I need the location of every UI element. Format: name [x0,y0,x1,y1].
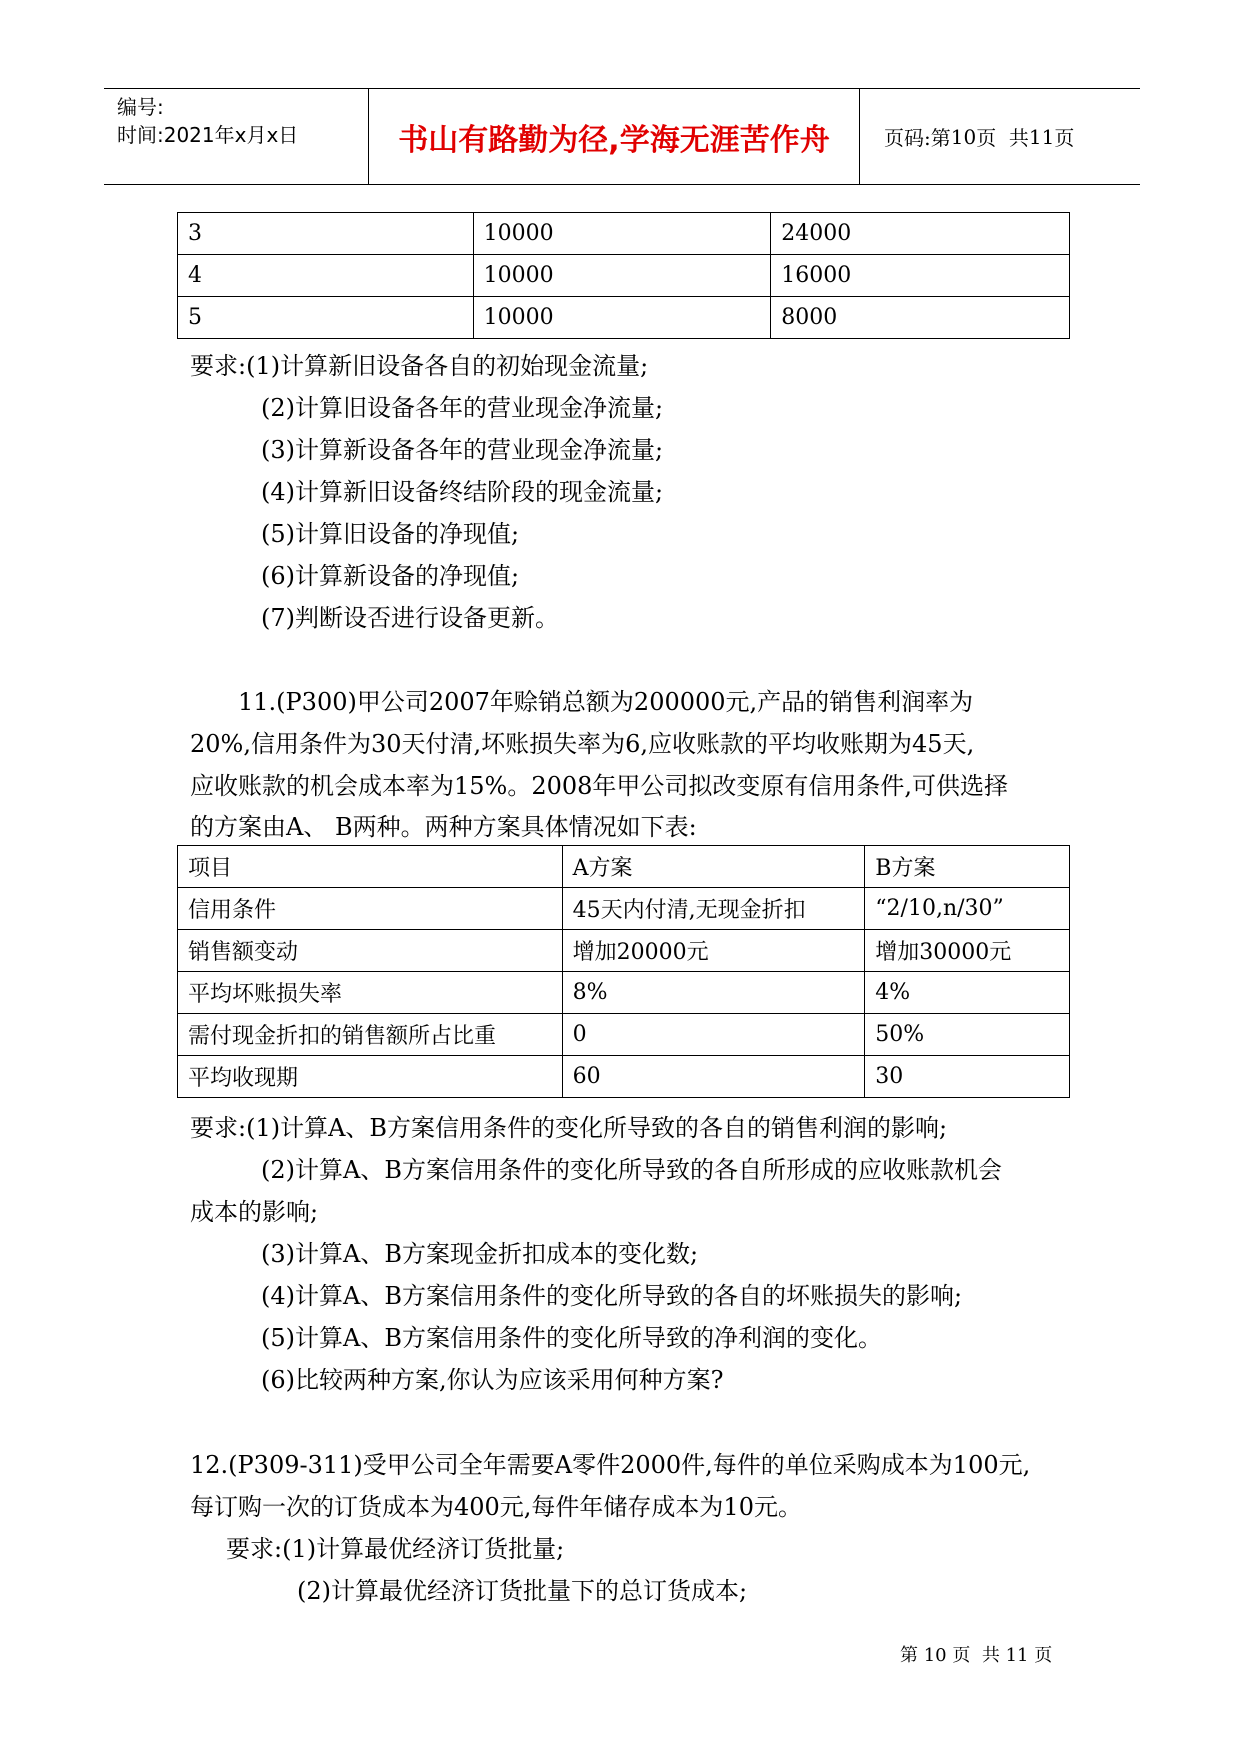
table-cell: 10000 [473,255,771,297]
table-cell: 30 [865,1056,1070,1098]
header-meta [117,93,357,149]
table-cell: 信用条件 [178,888,563,930]
question-12-text: 12.(P309-311)受甲公司全年需要A零件2000件,每件的单位采购成本为100元, [190,1451,1031,1479]
table-cell: 平均坏账损失率 [178,972,563,1014]
footer-prefix: 第 [900,1645,918,1666]
table-cell: 0 [562,1014,865,1056]
question-11-text: 应收账款的机会成本率为15%。2008年甲公司拟改变原有信用条件,可供选择 [190,772,1009,800]
requirement-line: (2)计算A、B方案信用条件的变化所导致的各自所形成的应收账款机会 [261,1156,1002,1184]
table-cell: 50% [865,1014,1070,1056]
table-cell: 5 [178,297,474,339]
header-motto: 书山有路勤为径,学海无涯苦作舟 [368,89,860,184]
table-cell: 平均收现期 [178,1056,563,1098]
table-cell: 60 [562,1056,865,1098]
table-cell: 16000 [771,255,1070,297]
table-cell: 需付现金折扣的销售额所占比重 [178,1014,563,1056]
table-header-cell: 项目 [178,846,563,888]
page-header [104,88,1140,185]
header-page-number [872,89,1152,184]
requirement-line: 要求:(1)计算最优经济订货批量; [226,1535,565,1563]
requirement-line: (6)比较两种方案,你认为应该采用何种方案? [261,1366,724,1394]
table-cell: 24000 [771,213,1070,255]
footer-suffix: 页 [1034,1645,1053,1666]
document-number-label: 编号: [117,95,164,119]
table-header-row [178,846,1070,888]
footer-current: 10 [923,1645,947,1666]
requirement-line: (7)判断设否进行设备更新。 [261,604,559,632]
requirement-line: (5)计算旧设备的净现值; [261,520,520,548]
credit-terms-table [177,845,1070,1098]
table-row [178,297,1070,339]
table-cell: 45天内付清,无现金折扣 [562,888,865,930]
table-row [178,930,1070,972]
page-middle: 页 共 [976,126,1029,150]
footer-total: 11 [1005,1645,1029,1666]
requirement-line: (4)计算A、B方案信用条件的变化所导致的各自的坏账损失的影响; [261,1282,963,1310]
table-cell: 4% [865,972,1070,1014]
table-cell: 3 [178,213,474,255]
table-row [178,1014,1070,1056]
question-11-text: 的方案由A、 B两种。两种方案具体情况如下表: [190,813,697,841]
table-cell: 4 [178,255,474,297]
table-header-cell: A方案 [562,846,865,888]
table-cell: 销售额变动 [178,930,563,972]
question-11-text: 20%,信用条件为30天付清,坏账损失率为6,应收账款的平均收账期为45天, [190,730,975,758]
table-header-cell: B方案 [865,846,1070,888]
question-11-text: 11.(P300)甲公司2007年赊销总额为200000元,产品的销售利润率为 [238,688,974,716]
page-prefix: 页码:第 [884,126,951,150]
table-row [178,213,1070,255]
table-cell: 10000 [473,213,771,255]
question-12-text: 每订购一次的订货成本为400元,每件年储存成本为10元。 [190,1493,802,1521]
requirement-line: (2)计算旧设备各年的营业现金净流量; [261,394,664,422]
page-total: 11 [1028,124,1055,149]
requirement-line: (3)计算新设备各年的营业现金净流量; [261,436,664,464]
cashflow-table [177,212,1070,339]
footer-middle: 页 共 [952,1645,1000,1666]
table-cell: “2/10,n/30” [865,888,1070,930]
requirement-line: 要求:(1)计算A、B方案信用条件的变化所导致的各自的销售利润的影响; [190,1114,948,1142]
page-suffix: 页 [1054,126,1075,150]
table-row [178,888,1070,930]
document-time-label: 时间:2021年x月x日 [117,123,299,147]
table-cell: 10000 [473,297,771,339]
requirement-line: (2)计算最优经济订货批量下的总订货成本; [297,1577,748,1605]
table-row [178,255,1070,297]
requirement-line: (5)计算A、B方案信用条件的变化所导致的净利润的变化。 [261,1324,882,1352]
requirement-line: (4)计算新旧设备终结阶段的现金流量; [261,478,664,506]
requirement-line: 要求:(1)计算新旧设备各自的初始现金流量; [190,352,649,380]
page-current: 10 [950,124,977,149]
table-row [178,972,1070,1014]
requirement-line: (6)计算新设备的净现值; [261,562,520,590]
table-row [178,1056,1070,1098]
page-footer [900,1641,1052,1667]
table-cell: 8000 [771,297,1070,339]
table-cell: 8% [562,972,865,1014]
table-cell: 增加20000元 [562,930,865,972]
table-cell: 增加30000元 [865,930,1070,972]
requirement-line: 成本的影响; [190,1198,319,1226]
requirement-line: (3)计算A、B方案现金折扣成本的变化数; [261,1240,699,1268]
